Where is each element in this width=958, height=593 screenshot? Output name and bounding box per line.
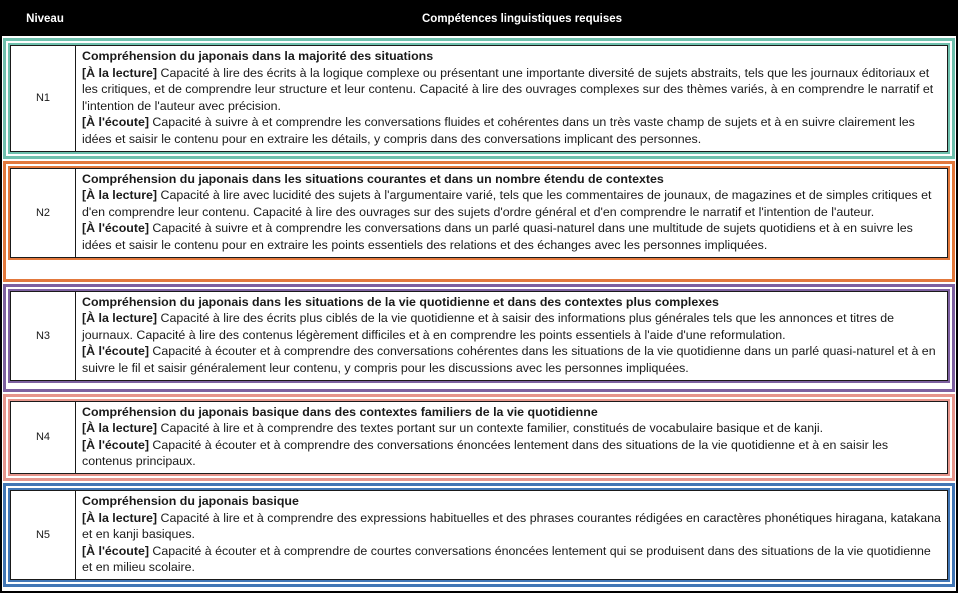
header-cell-niveau: Niveau [26, 13, 64, 25]
content-cell [76, 46, 947, 151]
level-row-cells [10, 490, 948, 580]
level-row [3, 394, 955, 481]
lecture-text: Capacité à lire des écrits à la logique complexe ou présentant une importante diversité de sujets abstraits, tels que les journaux éditoriaux et les critiques, et de comprendre leur structure et leur contenu. Capacité à lire des ouvrages complexes sur des thèmes variés, à en comprendre le narratif et l'intention de l'auteur avec précision. [82, 65, 934, 113]
level-cell [11, 169, 76, 257]
level-label: N1 [35, 92, 51, 105]
ecoute-label: [À l'écoute] [82, 115, 149, 130]
level-row-inner-frame [8, 166, 950, 260]
header-row [2, 2, 956, 36]
level-label: N3 [35, 329, 51, 342]
ecoute-text: Capacité à écouter et à comprendre des conversations énoncées lentement dans des situations de la vie quotidienne et à en saisir les contenus principaux. [82, 437, 889, 469]
ecoute-label: [À l'écoute] [82, 221, 149, 236]
ecoute-paragraph [82, 543, 941, 576]
level-row-inner-frame [8, 488, 950, 582]
lecture-paragraph [82, 510, 941, 543]
ecoute-text: Capacité à écouter et à comprendre de courtes conversations énoncées lentement qui se produisent dans des situations de la vie quotidienne et en milieu scolaire. [82, 543, 931, 575]
level-label: N5 [35, 528, 51, 541]
ecoute-paragraph [82, 343, 941, 376]
lecture-label: [À la lecture] [82, 421, 158, 436]
row-title: Compréhension du japonais dans la majorité des situations [82, 49, 434, 63]
level-cell [11, 491, 76, 579]
lecture-paragraph [82, 310, 941, 343]
header-cell-competences: Compétences linguistiques requises [421, 13, 623, 25]
lecture-text: Capacité à lire et à comprendre des expressions habituelles et des phrases courantes rédigées en caractères phonétiques hiragana, katakana et en kanji basiques. [82, 510, 941, 542]
lecture-text: Capacité à lire des écrits plus ciblés de la vie quotidienne et à saisir des informations plus générales tels que les annonces et titres de journaux. Capacité à lire des contenus légèrement difficiles et à en comprendre les points essentiels à l'aide d'une reformulation. [82, 311, 895, 342]
ecoute-label: [À l'écoute] [82, 543, 149, 558]
level-row [3, 483, 955, 587]
content-cell [76, 402, 947, 473]
level-row-cells [10, 168, 948, 258]
lecture-paragraph [82, 65, 941, 115]
content-cell [76, 491, 947, 579]
ecoute-paragraph [82, 437, 941, 470]
level-row-cells [10, 401, 948, 474]
level-cell [11, 402, 76, 473]
lecture-text: Capacité à lire avec lucidité des sujets à l'argumentaire varié, tels que les commentaires de jounaux, de magazines et de simples critiques et d'en comprendre leur contenu. Capacité à lire des ouvrages sur des sujets d'ordre général et d'en comprendre le narratif et l'intention de l'auteur. [82, 188, 932, 219]
level-row-inner-frame [8, 43, 950, 154]
level-cell [11, 46, 76, 151]
level-row-inner-frame [8, 289, 950, 383]
ecoute-label: [À l'écoute] [82, 344, 149, 359]
level-label: N4 [35, 431, 51, 444]
row-title: Compréhension du japonais dans les situations courantes et dans un nombre étendu de contextes [82, 171, 664, 186]
content-cell [76, 292, 947, 380]
content-cell [76, 169, 947, 257]
level-row-cells [10, 45, 948, 152]
lecture-text: Capacité à lire et à comprendre des textes portant sur un contexte familier, constitués de vocabulaire basique et de kanji. [160, 421, 824, 436]
row-title: Compréhension du japonais basique [82, 493, 299, 508]
level-cell [11, 292, 76, 380]
lecture-paragraph [82, 420, 941, 437]
row-title: Compréhension du japonais dans les situations de la vie quotidienne et dans des contextes plus complexes [82, 294, 719, 309]
level-row [3, 284, 955, 392]
lecture-label: [À la lecture] [82, 311, 158, 326]
level-row [3, 161, 955, 282]
ecoute-paragraph [82, 220, 941, 253]
ecoute-paragraph [82, 114, 941, 147]
level-row-inner-frame [8, 399, 950, 476]
lecture-paragraph [82, 187, 941, 220]
lecture-label: [À la lecture] [82, 65, 158, 80]
rows [2, 38, 956, 587]
ecoute-text: Capacité à suivre et à comprendre les conversations dans un parlé quasi-naturel dans une multitude de sujets quotidiens et à en suivre les idées et saisir le contenu pour en extraire les points essentiels des relations et des échanges avec les personnes impliquées. [82, 221, 913, 252]
level-row [3, 38, 955, 159]
ecoute-text: Capacité à suivre à et comprendre les conversations fluides et cohérentes dans un très vaste champ de sujets et à en suivre clairement les idées et saisir le contenu pour en extraire les détails, y compris dans des conversations implicant des personnes. [82, 115, 915, 146]
level-label: N2 [35, 206, 51, 219]
lecture-label: [À la lecture] [82, 188, 158, 203]
level-row-cells [10, 291, 948, 381]
lecture-label: [À la lecture] [82, 510, 158, 525]
ecoute-label: [À l'écoute] [82, 437, 149, 452]
row-title: Compréhension du japonais basique dans des contextes familiers de la vie quotidienne [82, 404, 598, 419]
ecoute-text: Capacité à écouter et à comprendre des conversations cohérentes dans les situations de la vie quotidienne dans un parlé quasi-naturel et à en suivre le fil et saisir généralement leur contenu, y compris pour les discussions avec les personnes impliquées. [82, 344, 936, 375]
